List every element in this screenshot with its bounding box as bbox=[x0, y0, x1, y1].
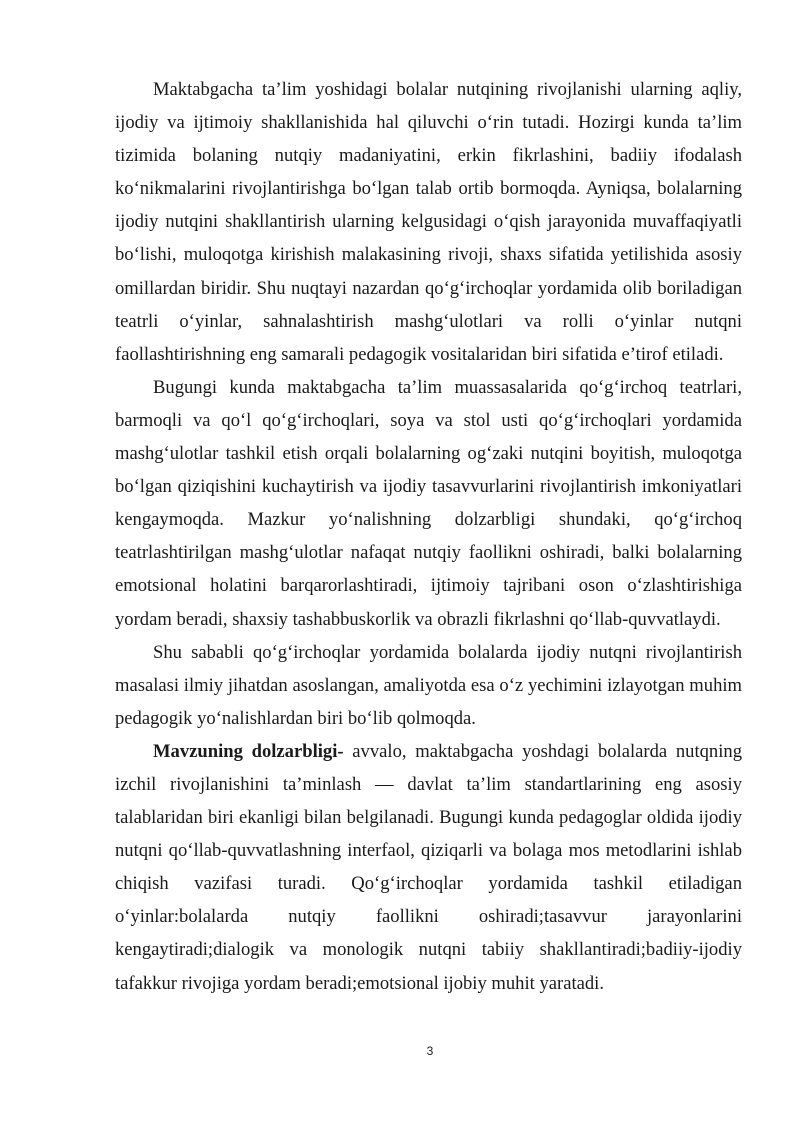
paragraph-intro: Maktabgacha ta’lim yoshidagi bolalar nutqining rivojlanishi ularning aqliy, ijodiy va ijtimoiy shakllanishida hal qiluvchi o‘rin tutadi. Hozirgi kunda ta’lim tizimida bolaning nutqiy madaniyatini, erkin fikrlashini, badiiy ifodalash ko‘nikmalarini rivojlantirishga bo‘lgan talab ortib bormoqda. Ayniqsa, bolalarning ijodiy nutqini shakllantirish ularning kelgusidagi o‘qish jarayonida muvaffaqiyatli bo‘lishi, muloqotga kirishish malakasining rivoji, shaxs sifatida yetilishida asosiy omillardan biridir. Shu nuqtayi nazardan qo‘g‘irchoqlar yordamida olib boriladigan teatrli o‘yinlar, sahnalashtirish mashg‘ulotlari va rolli o‘yinlar nutqni faollashtirishning eng samarali pedagogik vositalaridan biri sifatida e’tirof etiladi. bbox=[115, 79, 742, 365]
relevance-heading: Mavzuning dolzarbligi- bbox=[153, 740, 344, 762]
body-text bbox=[115, 73, 742, 1000]
paragraph-puppet-theatres: Bugungi kunda maktabgacha ta’lim muassasalarida qo‘g‘irchoq teatrlari, barmoqli va qo‘l qo‘g‘irchoqlari, soya va stol usti qo‘g‘irchoqlari yordamida mashg‘ulotlar tashkil etish orqali bolalarning og‘zaki nutqini boyitish, muloqotga bo‘lgan qiziqishini kuchaytirish va ijodiy tasavvurlarini rivojlantirish imkoniyatlari kengaymoqda. Mazkur yo‘nalishning dolzarbligi shundaki, qo‘g‘irchoq teatrlashtirilgan mashg‘ulotlar nafaqat nutqiy faollikni oshiradi, balki bolalarning emotsional holatini barqarorlashtiradi, ijtimoiy tajribani oson o‘zlashtirishiga yordam beradi, shaxsiy tashabbuskorlik va obrazli fikrlashni qo‘llab-quvvatlaydi. bbox=[115, 376, 742, 630]
page-number: 3 bbox=[426, 1044, 434, 1058]
relevance-text: avvalo, maktabgacha yoshdagi bolalarda nutqning izchil rivojlanishini ta’minlash — davlat ta’lim standartlarining eng asosiy talablaridan biri ekanligi bilan belgilanadi. Bugungi kunda pedagoglar oldida ijodiy nutqni qo‘llab-quvvatlashning interfaol, qiziqarli va bolaga mos metodlarini ishlab chiqish vazifasi turadi. Qo‘g‘irchoqlar yordamida tashkil etiladigan o‘yinlar:bolalarda nutqiy faollikni oshiradi;tasavvur jarayonlarini kengaytiradi;dialogik va monologik nutqni tabiiy shakllantiradi;badiiy-ijodiy tafakkur rivojiga yordam beradi;emotsional ijobiy muhit yaratadi. bbox=[115, 740, 742, 994]
paragraph-conclusion: Shu sababli qo‘g‘irchoqlar yordamida bolalarda ijodiy nutqni rivojlantirish masalasi ilmiy jihatdan asoslangan, amaliyotda esa o‘z yechimini izlayotgan muhim pedagogik yo‘nalishlardan biri bo‘lib qolmoqda. bbox=[115, 641, 742, 729]
paragraph-relevance bbox=[115, 735, 742, 1000]
